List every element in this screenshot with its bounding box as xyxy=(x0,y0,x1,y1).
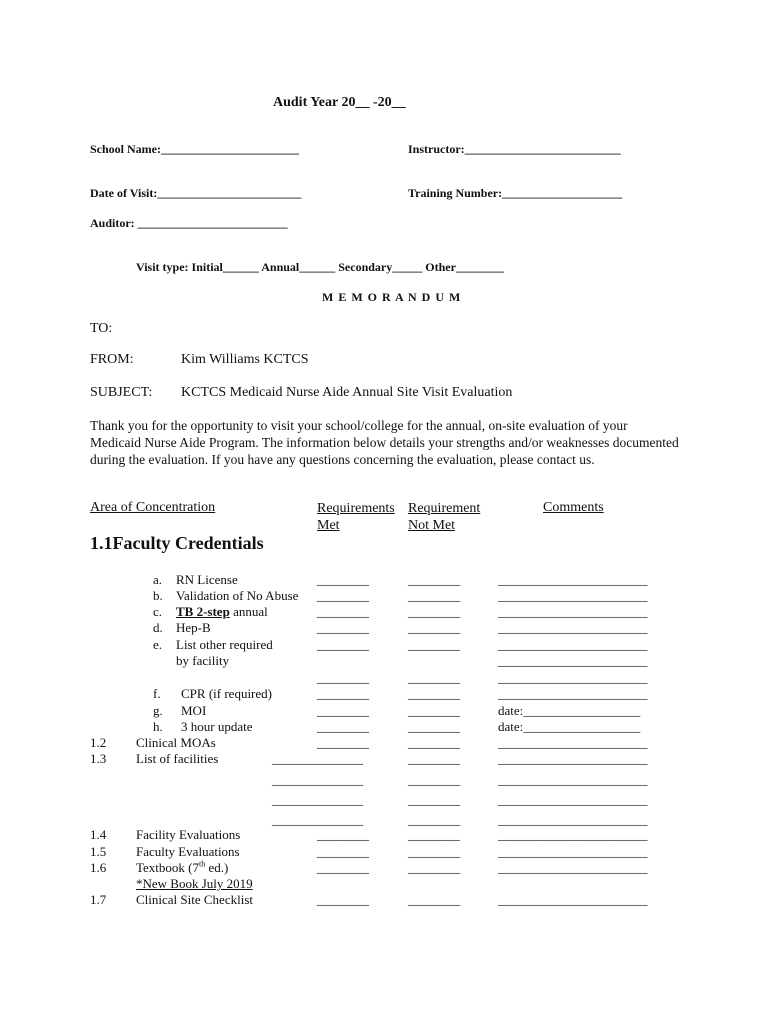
item-textbook xyxy=(136,860,228,876)
comment-blank[interactable]: _______________________ xyxy=(498,860,648,875)
item-faculty-evaluations: Faculty Evaluations xyxy=(136,844,240,859)
section-title: 1.1Faculty Credentials xyxy=(90,533,264,553)
notmet-blank[interactable]: ________ xyxy=(408,686,460,701)
met-blank[interactable]: ________ xyxy=(317,719,369,734)
notmet-blank[interactable]: ________ xyxy=(408,844,460,859)
auditor-field[interactable]: Auditor: _________________________ xyxy=(90,216,288,230)
date-comment-blank[interactable]: date:__________________ xyxy=(498,703,641,718)
notmet-blank[interactable]: ________ xyxy=(408,604,460,619)
met-blank[interactable]: ________ xyxy=(317,844,369,859)
notmet-blank[interactable]: ________ xyxy=(408,670,460,685)
item-tb-emphasis: TB 2-step xyxy=(176,604,230,619)
comment-blank[interactable]: _______________________ xyxy=(498,735,648,750)
item-letter: c. xyxy=(153,604,163,619)
item-moi: MOI xyxy=(181,703,207,718)
item-number: 1.7 xyxy=(90,892,107,907)
notmet-blank[interactable]: ________ xyxy=(408,588,460,603)
item-tb xyxy=(176,604,268,620)
visit-type-field[interactable]: Visit type: Initial______ Annual______ Secondary_____ Other________ xyxy=(136,260,504,274)
facility-blank[interactable]: ______________ xyxy=(272,772,363,787)
comment-blank[interactable]: _______________________ xyxy=(498,572,648,587)
item-textbook-sup: th xyxy=(199,859,206,869)
item-list-of-facilities: List of facilities xyxy=(136,751,219,766)
item-other-required-cont: by facility xyxy=(176,653,230,668)
notmet-blank[interactable]: ________ xyxy=(408,860,460,875)
memo-body: Thank you for the opportunity to visit your school/college for the annual, on-site evaluation of your Medicaid Nurse Aide Program. The information below details your strengths and/or weaknesses documented during the evaluation. If you have any questions concerning the evaluation, please contact us. xyxy=(90,418,679,467)
subject-label: SUBJECT: xyxy=(90,385,153,400)
item-hep-b: Hep-B xyxy=(176,620,211,635)
met-blank[interactable]: ________ xyxy=(317,604,369,619)
item-number: 1.2 xyxy=(90,735,107,750)
item-no-abuse: Validation of No Abuse xyxy=(176,588,299,603)
item-facility-evaluations: Facility Evaluations xyxy=(136,827,241,842)
met-blank[interactable]: ________ xyxy=(317,572,369,587)
from-value: Kim Williams KCTCS xyxy=(181,352,309,367)
date-comment-blank[interactable]: date:__________________ xyxy=(498,719,641,734)
comment-blank[interactable]: _______________________ xyxy=(498,844,648,859)
item-letter: d. xyxy=(153,620,163,635)
notmet-blank[interactable]: ________ xyxy=(408,735,460,750)
item-number: 1.3 xyxy=(90,751,107,766)
comment-blank[interactable]: _______________________ xyxy=(498,827,648,842)
date-of-visit-field[interactable]: Date of Visit:________________________ xyxy=(90,186,302,200)
notmet-blank[interactable]: ________ xyxy=(408,827,460,842)
item-textbook-b: ed.) xyxy=(205,860,229,875)
item-tb-rest: annual xyxy=(229,604,268,619)
met-blank[interactable]: ________ xyxy=(317,827,369,842)
item-letter: b. xyxy=(153,588,163,603)
notmet-blank[interactable]: ________ xyxy=(408,792,460,807)
notmet-blank[interactable]: ________ xyxy=(408,703,460,718)
item-3-hour-update: 3 hour update xyxy=(181,719,253,734)
instructor-field[interactable]: Instructor:__________________________ xyxy=(408,142,621,156)
col-met-line-1: Requirements xyxy=(317,501,395,516)
met-blank[interactable]: ________ xyxy=(317,620,369,635)
comment-blank[interactable]: _______________________ xyxy=(498,653,648,668)
item-letter: e. xyxy=(153,637,163,652)
comment-blank[interactable]: _______________________ xyxy=(498,892,648,907)
met-blank[interactable]: ________ xyxy=(317,735,369,750)
school-name-field[interactable]: School Name:_______________________ xyxy=(90,142,299,156)
item-rn-license: RN License xyxy=(176,572,238,587)
facility-blank[interactable]: ______________ xyxy=(272,751,363,766)
col-met-line-2: Met xyxy=(317,518,340,533)
notmet-blank[interactable]: ________ xyxy=(408,892,460,907)
item-other-required: List other required xyxy=(176,637,273,652)
col-notmet-header xyxy=(408,500,480,534)
notmet-blank[interactable]: ________ xyxy=(408,812,460,827)
comment-blank[interactable]: _______________________ xyxy=(498,620,648,635)
item-letter: f. xyxy=(153,686,161,701)
item-clinical-site-checklist: Clinical Site Checklist xyxy=(136,892,253,907)
item-number: 1.6 xyxy=(90,860,107,875)
col-met-header xyxy=(317,500,395,534)
notmet-blank[interactable]: ________ xyxy=(408,751,460,766)
met-blank[interactable]: ________ xyxy=(317,892,369,907)
item-letter: h. xyxy=(153,719,163,734)
col-area-header: Area of Concentration xyxy=(90,500,216,515)
item-number: 1.5 xyxy=(90,844,107,859)
training-number-field[interactable]: Training Number:____________________ xyxy=(408,186,623,200)
col-notmet-line-2: Not Met xyxy=(408,518,456,533)
comment-blank[interactable]: _______________________ xyxy=(498,670,648,685)
item-letter: a. xyxy=(153,572,163,587)
met-blank[interactable]: ________ xyxy=(317,588,369,603)
notmet-blank[interactable]: ________ xyxy=(408,572,460,587)
comment-blank[interactable]: _______________________ xyxy=(498,812,648,827)
facility-blank[interactable]: ______________ xyxy=(272,812,363,827)
facility-blank[interactable]: ______________ xyxy=(272,792,363,807)
met-blank[interactable]: ________ xyxy=(317,703,369,718)
notmet-blank[interactable]: ________ xyxy=(408,719,460,734)
met-blank[interactable]: ________ xyxy=(317,860,369,875)
notmet-blank[interactable]: ________ xyxy=(408,620,460,635)
item-cpr: CPR (if required) xyxy=(181,686,272,701)
subject-value: KCTCS Medicaid Nurse Aide Annual Site Visit Evaluation xyxy=(181,385,513,400)
comment-blank[interactable]: _______________________ xyxy=(498,588,648,603)
to-label: TO: xyxy=(90,321,113,336)
comment-blank[interactable]: _______________________ xyxy=(498,772,648,787)
memorandum-title: M E M O R A N D U M xyxy=(322,290,462,304)
col-notmet-line-1: Requirement xyxy=(408,501,481,516)
item-clinical-moas: Clinical MOAs xyxy=(136,735,216,750)
met-blank[interactable]: ________ xyxy=(317,637,369,652)
item-letter: g. xyxy=(153,703,163,718)
item-new-book-note: *New Book July 2019 xyxy=(136,876,253,891)
item-textbook-a: Textbook (7 xyxy=(136,860,199,875)
col-comments-header: Comments xyxy=(543,500,604,515)
comment-blank[interactable]: _______________________ xyxy=(498,604,648,619)
notmet-blank[interactable]: ________ xyxy=(408,772,460,787)
comment-blank[interactable]: _______________________ xyxy=(498,792,648,807)
comment-blank[interactable]: _______________________ xyxy=(498,637,648,652)
met-blank[interactable]: ________ xyxy=(317,686,369,701)
from-label: FROM: xyxy=(90,352,134,367)
comment-blank[interactable]: _______________________ xyxy=(498,686,648,701)
met-blank[interactable]: ________ xyxy=(317,670,369,685)
notmet-blank[interactable]: ________ xyxy=(408,637,460,652)
item-number: 1.4 xyxy=(90,827,107,842)
audit-year-title: Audit Year 20__ -20__ xyxy=(273,95,406,110)
comment-blank[interactable]: _______________________ xyxy=(498,751,648,766)
